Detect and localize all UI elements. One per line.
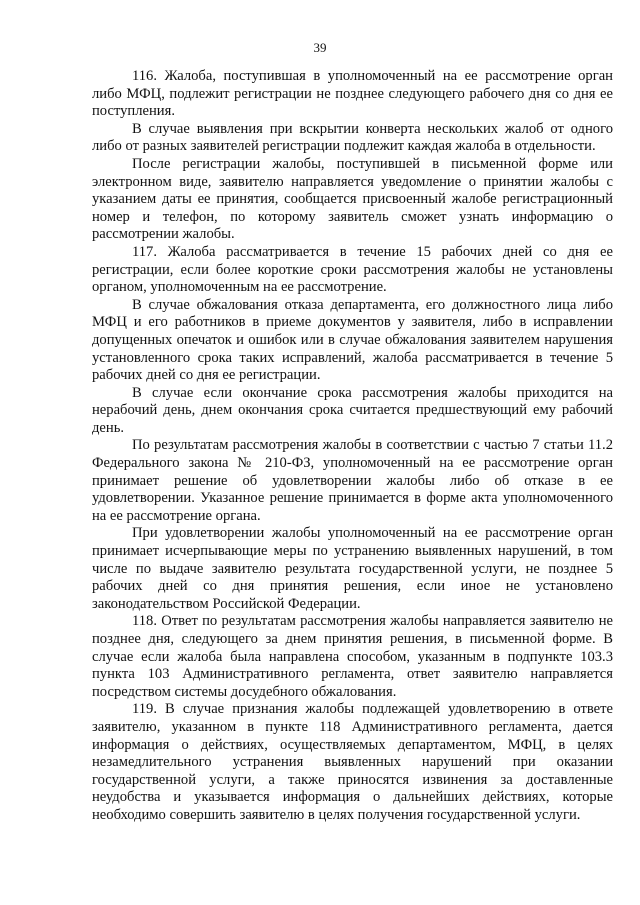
paragraph-multiple-complaints: В случае выявления при вскрытии конверта нескольких жалоб от одного либо от разных заявителей регистрации подлежит каждая жалоба в отдельности.	[92, 120, 613, 155]
page-number: 39	[313, 40, 327, 55]
paragraph-refusal-appeal: В случае обжалования отказа департамента, его должностного лица либо МФЦ и его работников в приеме документов у заявителя, либо в исправлении допущенных опечаток и ошибок или в случае обжалования заявителем нарушения установленного срока таких исправлений, жалоба рассматривается в течение 5 рабочих дней со дня ее регистрации.	[92, 296, 613, 384]
paragraph-decision: По результатам рассмотрения жалобы в соответствии с частью 7 статьи 11.2 Федерального закона № 210-ФЗ, уполномоченный на ее рассмотрение орган принимает решение об удовлетворении жалобы либо об отказе в ее удовлетворении. Указанное решение принимается в форме акта уполномоченного на ее рассмотрение органа.	[92, 437, 613, 524]
paragraph-117: 117. Жалоба рассматривается в течение 15 рабочих дней со дня ее регистрации, если более короткие сроки рассмотрения жалобы не установлены органом, уполномоченным на ее рассмотрение.	[92, 243, 613, 296]
paragraph-118: 118. Ответ по результатам рассмотрения жалобы направляется заявителю не позднее дня, следующего за днем принятия решения, в письменной форме. В случае если жалоба была направлена способом, указанным в подпункте 103.3 пункта 103 Административного регламента, ответ заявителю направляется посредством системы досудебного обжалования.	[92, 613, 613, 700]
document-body	[92, 68, 613, 825]
paragraph-non-working-day: В случае если окончание срока рассмотрения жалобы приходится на нерабочий день, днем окончания срока считается предшествующий ему рабочий день.	[92, 384, 613, 436]
paragraph-satisfaction-measures: При удовлетворении жалобы уполномоченный на ее рассмотрение орган принимает исчерпывающие меры по устранению выявленных нарушений, в том числе по выдаче заявителю результата государственной услуги, не позднее 5 рабочих дней со дня принятия решения, если иное не установлено законодательством Российской Федерации.	[92, 525, 613, 612]
paragraph-116: 116. Жалоба, поступившая в уполномоченный на ее рассмотрение орган либо МФЦ, подлежит регистрации не позднее следующего рабочего дня со дня ее поступления.	[92, 68, 613, 120]
paragraph-registration-notice: После регистрации жалобы, поступившей в письменной форме или электронном виде, заявителю направляется уведомление о принятии жалобы с указанием даты ее принятия, сообщается присвоенный жалобе регистрационный номер и телефон, по которому заявитель сможет узнать информацию о рассмотрении жалобы.	[92, 155, 613, 243]
paragraph-119: 119. В случае признания жалобы подлежащей удовлетворению в ответе заявителю, указанном в пункте 118 Административного регламента, дается информация о действиях, осуществляемых департаментом, МФЦ, в целях незамедлительного устранения выявленных нарушений при оказании государственной услуги, а также приносятся извинения за доставленные неудобства и указывается информация о дальнейших действиях, которые необходимо совершить заявителю в целях получения государственной услуги.	[92, 701, 613, 823]
